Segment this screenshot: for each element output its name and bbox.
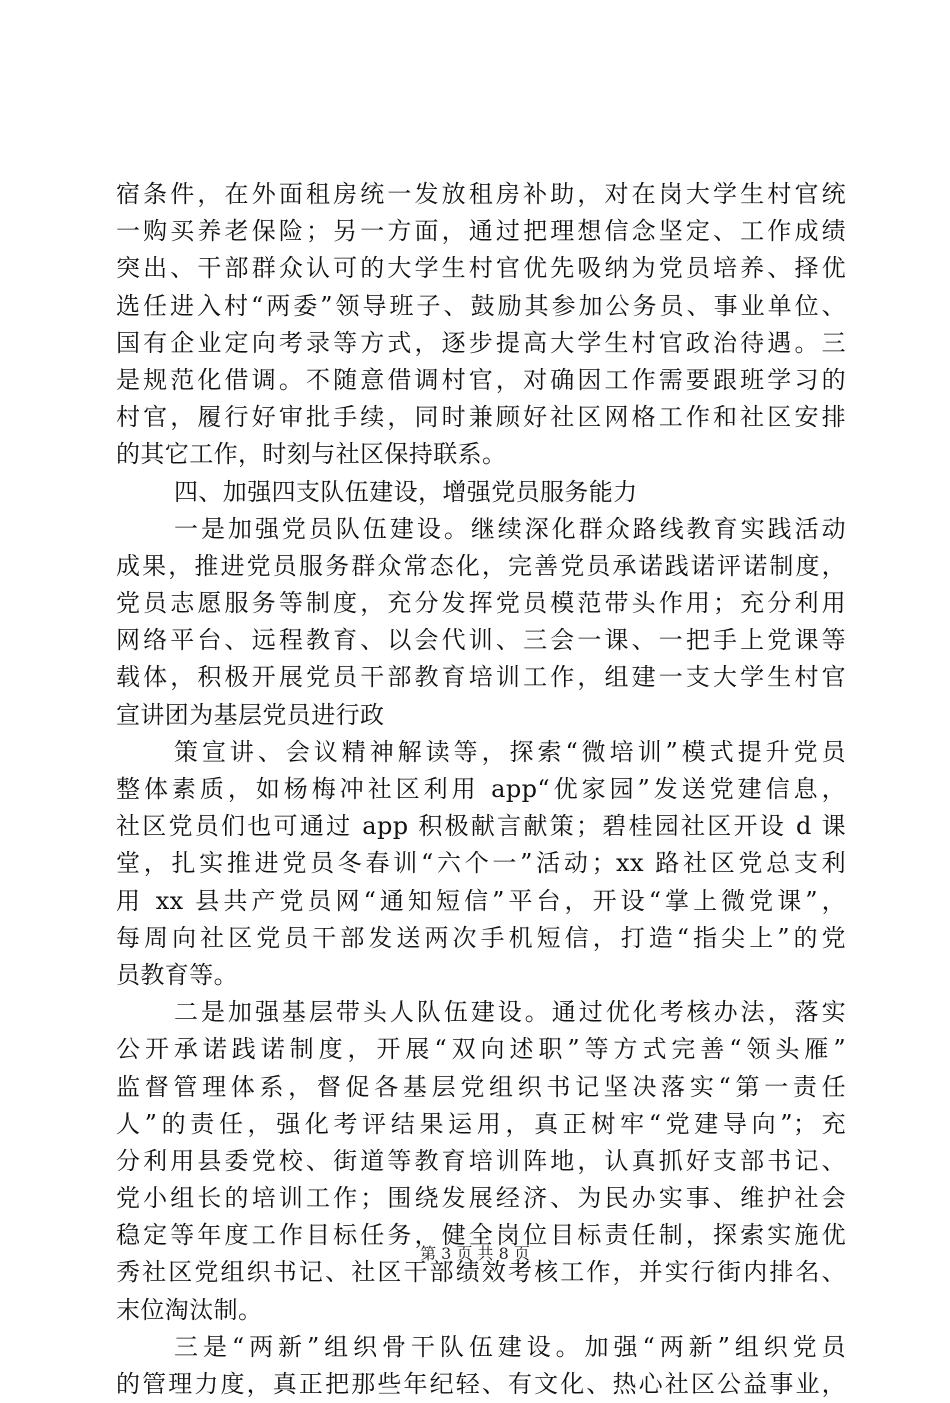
text-line: 堂，扎实推进党员冬春训“六个一”活动；xx 路社区党总支利 [116, 849, 846, 878]
text-line: 成果，推进党员服务群众常态化，完善党员承诺践诺评诺制度， [116, 551, 846, 580]
text-line: 宣讲团为基层党员进行政 [116, 700, 385, 729]
text-line: 整体素质，如杨梅冲社区利用 app“优家园”发送党建信息， [116, 775, 846, 803]
text-line: 四、加强四支队伍建设，增强党员服务能力 [174, 477, 638, 506]
text-line: 末位淘汰制。 [116, 1295, 263, 1324]
text-line: 稳定等年度工作目标任务，健全岗位目标责任制，探索实施优 [116, 1221, 846, 1250]
text-line: 员教育等。 [116, 960, 238, 989]
text-line: 秀社区党组织书记、社区干部绩效考核工作，并实行街内排名、 [116, 1258, 846, 1287]
text-line: 公开承诺践诺制度，开展“双向述职”等方式完善“领头雁” [116, 1035, 846, 1064]
text-line: 宿条件，在外面租房统一发放租房补助，对在岗大学生村官统 [116, 180, 846, 208]
text-line: 策宣讲、会议精神解读等，探索“微培训”模式提升党员 [174, 737, 846, 766]
text-line: 选任进入村“两委”领导班子、鼓励其参加公务员、事业单位、 [116, 291, 846, 320]
document-body [116, 176, 846, 1403]
text-line: 村官，履行好审批手续，同时兼顾好社区网格工作和社区安排 [116, 403, 846, 432]
page-footer: 第 3 页 共 8 页 [420, 1244, 530, 1263]
text-line: 网络平台、远程教育、以会代训、三会一课、一把手上党课等 [116, 626, 846, 655]
text-line: 载体，积极开展党员干部教育培训工作，组建一支大学生村官 [116, 663, 846, 692]
text-line: 一购买养老保险；另一方面，通过把理想信念坚定、工作成绩 [116, 217, 846, 246]
text-line: 党小组长的培训工作；围绕发展经济、为民办实事、维护社会 [116, 1184, 846, 1213]
text-line: 监督管理体系，督促各基层党组织书记坚决落实“第一责任 [116, 1072, 846, 1101]
text-line: 二是加强基层带头人队伍建设。通过优化考核办法，落实 [174, 998, 846, 1027]
text-line: 三是“两新”组织骨干队伍建设。加强“两新”组织党员 [174, 1332, 846, 1361]
text-line: 的其它工作，时刻与社区保持联系。 [116, 440, 507, 469]
text-line: 的管理力度，真正把那些年纪轻、有文化、热心社区公益事业， [116, 1370, 846, 1398]
text-line: 分利用县委党校、街道等教育培训阵地，认真抓好支部书记、 [116, 1146, 846, 1175]
text-line: 人”的责任，强化考评结果运用，真正树牢“党建导向”；充 [116, 1109, 846, 1138]
text-line: 社区党员们也可通过 app 积极献言献策；碧桂园社区开设 d 课 [116, 812, 846, 841]
text-line: 是规范化借调。不随意借调村官，对确因工作需要跟班学习的 [116, 365, 846, 394]
text-line: 党员志愿服务等制度，充分发挥党员模范带头作用；充分利用 [116, 589, 846, 618]
text-line: 用 xx 县共产党员网“通知短信”平台，开设“掌上微党课”， [116, 886, 846, 915]
text-line: 国有企业定向考录等方式，逐步提高大学生村官政治待遇。三 [116, 328, 846, 357]
text-line: 突出、干部群众认可的大学生村官优先吸纳为党员培养、择优 [116, 254, 846, 283]
text-line: 一是加强党员队伍建设。继续深化群众路线教育实践活动 [174, 514, 846, 543]
text-line: 每周向社区党员干部发送两次手机短信，打造“指尖上”的党 [116, 923, 846, 952]
